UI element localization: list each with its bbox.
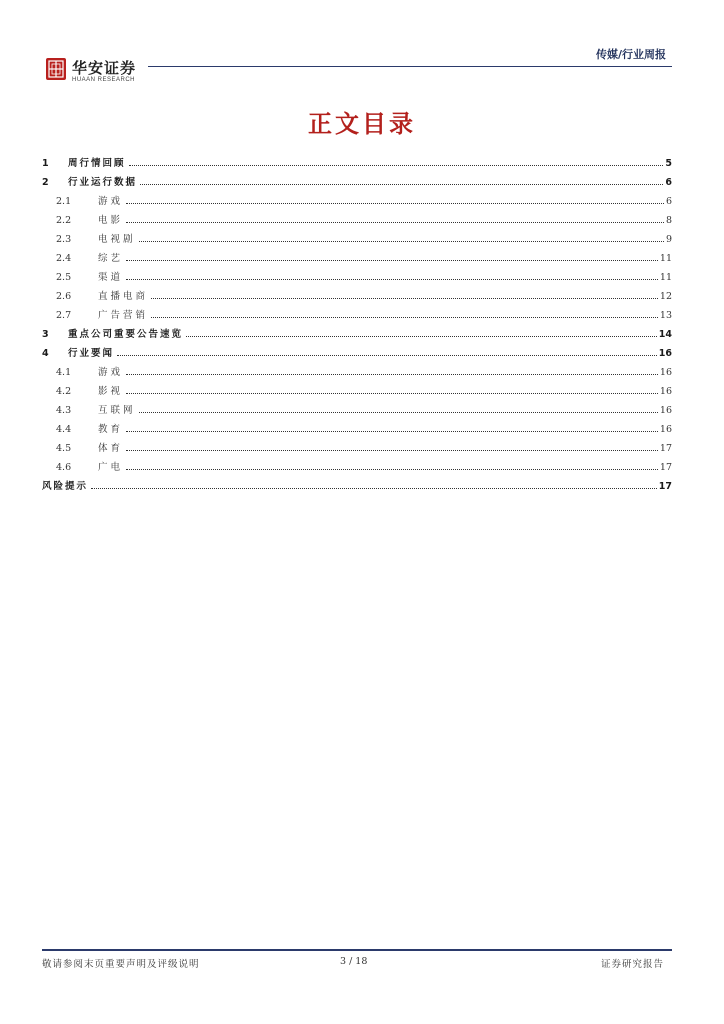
toc-entry-title: 渠道 [98, 272, 124, 283]
toc-entry-number: 4.4 [56, 424, 72, 435]
toc-entry-title: 周行情回顾 [68, 158, 126, 169]
toc-entry-page: 16 [659, 367, 672, 378]
toc-entry[interactable] [42, 454, 672, 473]
toc-entry-title: 体育 [98, 443, 124, 454]
toc-entry[interactable] [42, 226, 672, 245]
toc-entry[interactable] [42, 169, 672, 188]
toc-entry-number: 2.6 [56, 291, 72, 302]
toc-entry-title: 广电 [98, 462, 124, 473]
page-title: 正文目录 [308, 110, 416, 138]
toc-entry-page: 16 [659, 386, 672, 397]
logo-text: 华安证券 [72, 59, 137, 77]
toc-entry-page: 17 [659, 462, 672, 473]
toc-leader-dots [139, 240, 664, 242]
toc-entry[interactable] [42, 264, 672, 283]
toc-entry-page: 16 [659, 405, 672, 416]
toc-entry-page: 16 [658, 348, 672, 359]
toc-entry-number: 2.4 [56, 253, 72, 264]
toc-entry-number: 2.2 [56, 215, 72, 226]
toc-leader-dots [126, 392, 658, 394]
footer-divider [42, 949, 672, 951]
toc-entry[interactable] [42, 416, 672, 435]
toc-leader-dots [126, 221, 664, 223]
toc-entry[interactable] [42, 378, 672, 397]
footer-disclaimer: 敬请参阅末页重要声明及评级说明 [42, 959, 200, 970]
toc-entry-number: 3 [42, 329, 49, 340]
toc-entry-number: 4.1 [56, 367, 72, 378]
toc-entry-title: 教育 [98, 424, 124, 435]
toc-entry-page: 11 [659, 253, 672, 264]
toc-entry[interactable] [42, 340, 672, 359]
toc-entry-title: 影视 [98, 386, 124, 397]
toc-leader-dots [91, 487, 657, 489]
toc-entry-title: 广告营销 [98, 310, 149, 321]
toc-entry-title: 行业运行数据 [68, 177, 138, 188]
toc-leader-dots [126, 430, 658, 432]
toc-entry-page: 11 [659, 272, 672, 283]
toc-entry-number: 2.3 [56, 234, 72, 245]
toc-entry-number: 2.5 [56, 272, 72, 283]
toc-entry-title: 电影 [98, 215, 124, 226]
toc-entry-page: 17 [659, 443, 672, 454]
toc-entry-number: 2.1 [56, 196, 72, 207]
toc-entry[interactable] [42, 188, 672, 207]
toc-entry-page: 5 [665, 158, 672, 169]
toc-entry[interactable] [42, 435, 672, 454]
toc-entry-title: 游戏 [98, 367, 124, 378]
document-type: 证券研究报告 [600, 959, 664, 970]
toc-entry-page: 12 [659, 291, 672, 302]
toc-leader-dots [126, 278, 658, 280]
toc-leader-dots [126, 373, 658, 375]
toc-entry[interactable] [42, 321, 672, 340]
toc-entry-page: 8 [665, 215, 672, 226]
toc-entry-number: 2.7 [56, 310, 72, 321]
toc-leader-dots [140, 183, 663, 185]
toc-entry-title: 重点公司重要公告速览 [68, 329, 184, 340]
page-indicator: 3 / 18 [340, 956, 368, 967]
toc-entry[interactable] [42, 283, 672, 302]
toc-leader-dots [117, 354, 657, 356]
toc-entry-page: 6 [665, 177, 672, 188]
toc-entry-title: 直播电商 [98, 291, 149, 302]
toc-entry-number: 4.3 [56, 405, 72, 416]
toc-entry-title: 行业要闻 [68, 348, 115, 359]
toc-entry[interactable] [42, 473, 672, 492]
logo-subtext: HUAAN RESEARCH [72, 77, 136, 83]
toc-entry-title: 综艺 [98, 253, 124, 264]
toc-leader-dots [151, 316, 658, 318]
toc-leader-dots [139, 411, 658, 413]
toc-entry[interactable] [42, 207, 672, 226]
toc-entry[interactable] [42, 245, 672, 264]
toc-leader-dots [126, 259, 658, 261]
toc-entry-title: 风险提示 [42, 481, 89, 492]
toc-leader-dots [151, 297, 658, 299]
toc-entry-number: 4.5 [56, 443, 72, 454]
toc-leader-dots [126, 468, 658, 470]
toc-entry[interactable] [42, 150, 672, 169]
toc-entry-title: 电视剧 [98, 234, 136, 245]
table-of-contents [42, 150, 672, 492]
toc-entry-title: 游戏 [98, 196, 124, 207]
toc-entry-page: 6 [665, 196, 672, 207]
toc-entry[interactable] [42, 359, 672, 378]
page-header [0, 0, 724, 90]
toc-leader-dots [186, 335, 657, 337]
toc-entry-page: 17 [658, 481, 672, 492]
toc-entry-page: 14 [658, 329, 672, 340]
toc-entry-number: 4.6 [56, 462, 72, 473]
toc-entry[interactable] [42, 302, 672, 321]
toc-entry-page: 16 [659, 424, 672, 435]
toc-entry-number: 4.2 [56, 386, 72, 397]
huaan-seal-icon [46, 58, 66, 80]
toc-leader-dots [126, 449, 658, 451]
toc-entry-number: 2 [42, 177, 49, 188]
toc-entry-page: 13 [659, 310, 672, 321]
header-divider [148, 66, 672, 67]
toc-entry-page: 9 [665, 234, 672, 245]
toc-entry-title: 互联网 [98, 405, 136, 416]
toc-entry-number: 1 [42, 158, 49, 169]
toc-entry-number: 4 [42, 348, 49, 359]
report-category: 传媒/行业周报 [595, 48, 666, 61]
toc-leader-dots [129, 164, 664, 166]
toc-entry[interactable] [42, 397, 672, 416]
toc-leader-dots [126, 202, 664, 204]
